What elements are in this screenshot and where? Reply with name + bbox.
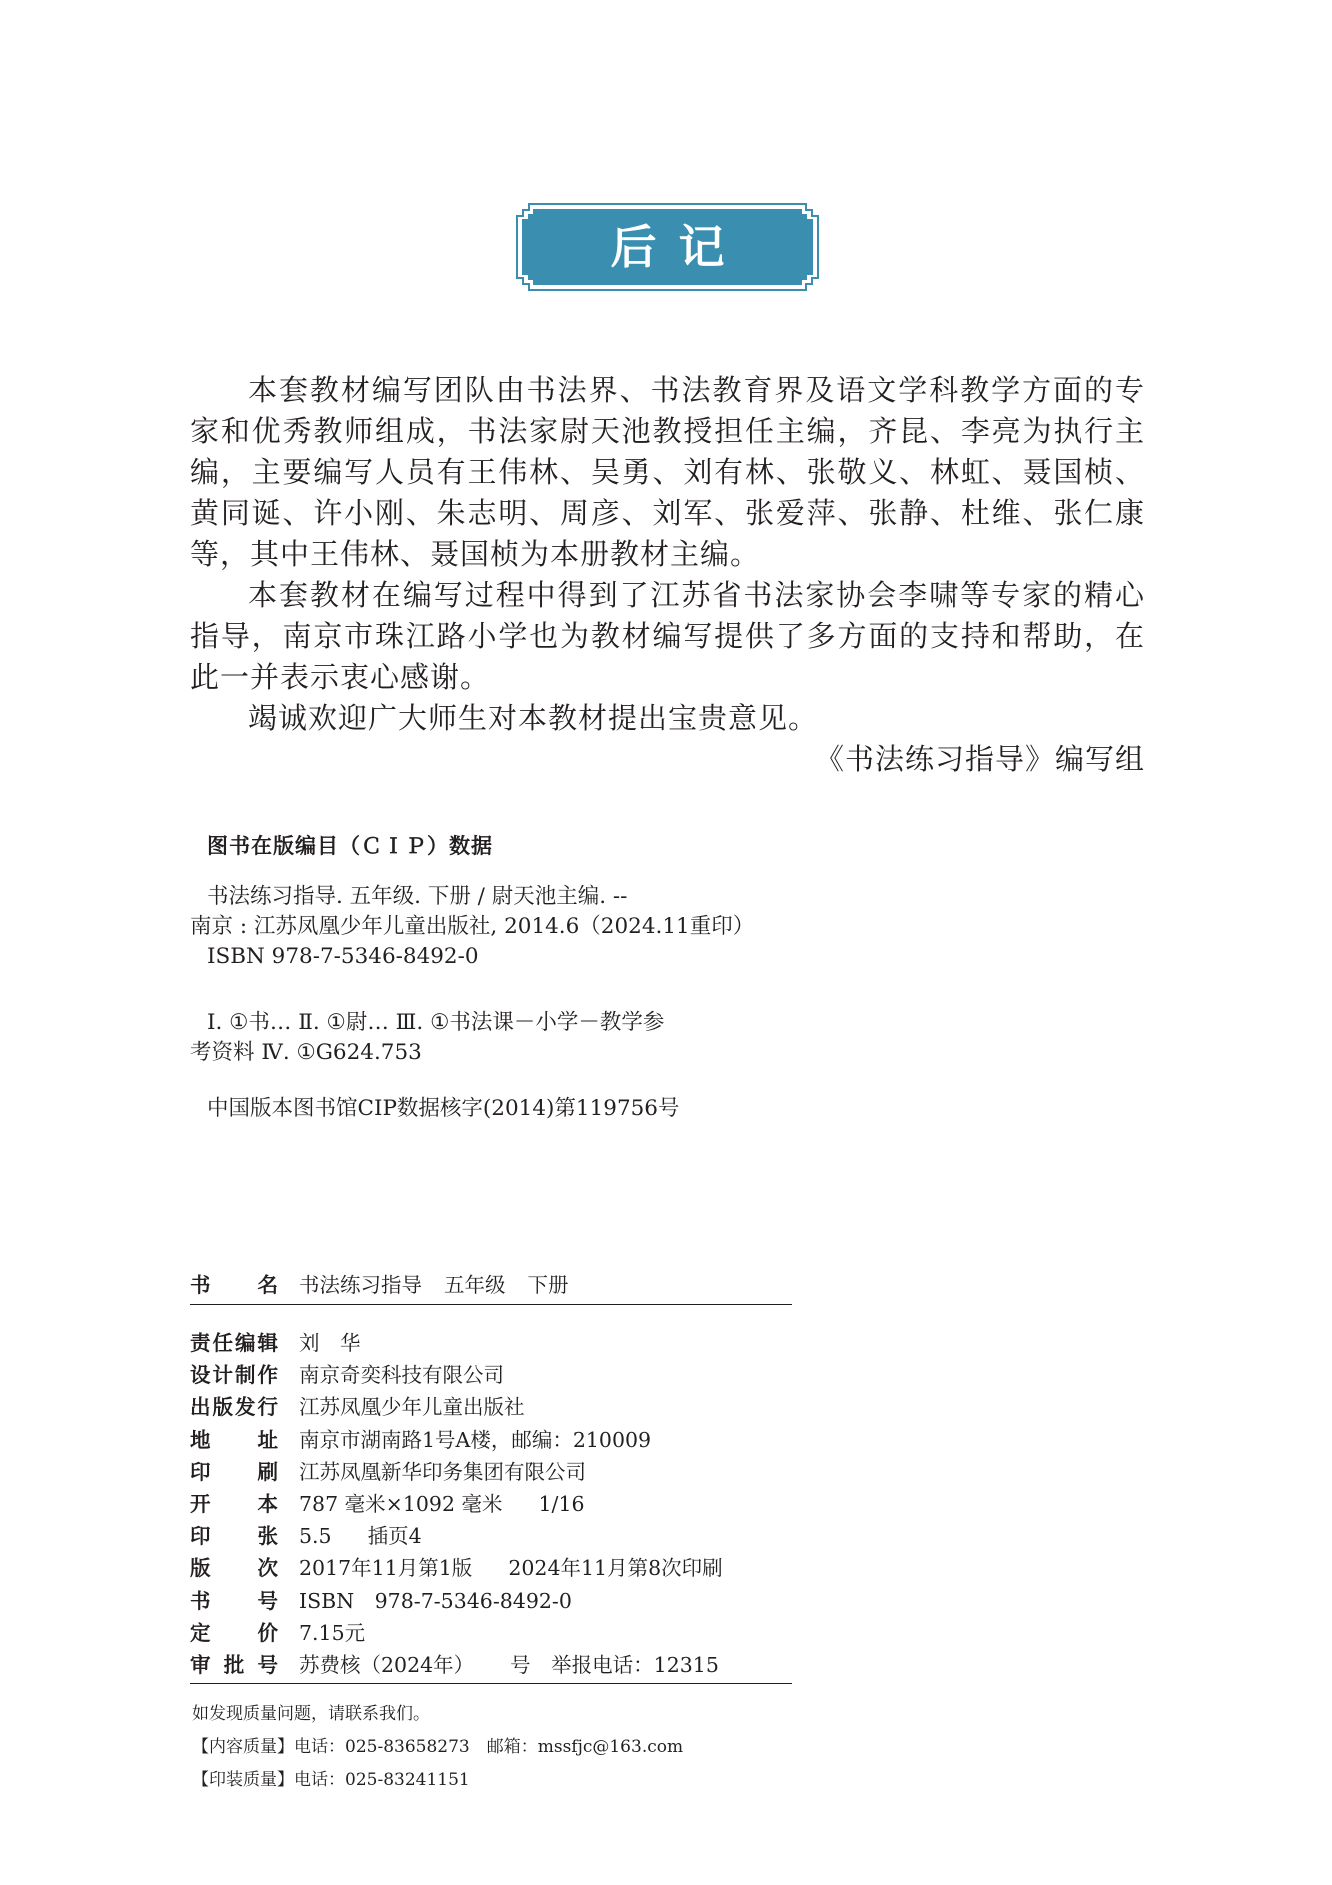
- imprint-label: [190, 1390, 278, 1420]
- imprint-value-extra: 1/16: [538, 1492, 585, 1516]
- imprint-value: [299, 1487, 585, 1517]
- imprint-value-text: 5.5: [299, 1524, 332, 1549]
- imprint-divider-bottom: [190, 1683, 792, 1684]
- imprint-row: [190, 1584, 810, 1616]
- imprint-value-extra: 2024年11月第8次印刷: [508, 1556, 723, 1581]
- imprint-value: [299, 1455, 586, 1485]
- imprint-label: [190, 1358, 278, 1388]
- imprint-label-char: 价: [257, 1620, 278, 1645]
- imprint-value: [299, 1616, 365, 1646]
- imprint-label-char: 址: [257, 1427, 278, 1452]
- imprint-value-text: ISBN 978-7-5346-8492-0: [299, 1588, 572, 1613]
- quality-print-contact: 【印装质量】电话：025-83241151: [192, 1770, 470, 1790]
- cip-record: [190, 1094, 870, 1124]
- imprint-row: [190, 1551, 810, 1583]
- page-title: 后记: [610, 220, 747, 274]
- imprint-label: [190, 1423, 278, 1453]
- imprint-label-char: 书: [190, 1588, 211, 1613]
- imprint-label-char: 作: [257, 1363, 278, 1388]
- imprint-value-text: 南京奇奕科技有限公司: [299, 1363, 504, 1388]
- afterword-body: [190, 370, 1145, 780]
- imprint-label: [190, 1455, 278, 1485]
- imprint-label-char: 书: [190, 1273, 211, 1297]
- imprint-label-char: 刷: [257, 1459, 278, 1484]
- imprint-value: [299, 1423, 651, 1453]
- cip-entry-line-2: 南京 : 江苏凤凰少年儿童出版社, 2014.6（2024.11重印）: [190, 914, 755, 939]
- imprint-row: [190, 1616, 810, 1648]
- imprint-row: [190, 1455, 810, 1487]
- imprint-row: [190, 1358, 810, 1390]
- imprint-label-char: 印: [190, 1459, 211, 1484]
- imprint-label-char: 发: [235, 1395, 256, 1420]
- afterword-paragraph-3: 竭诚欢迎广大师生对本教材提出宝贵意见。: [248, 701, 819, 735]
- imprint-value-text: 7.15元: [299, 1620, 366, 1645]
- imprint-value-text: 南京市湖南路1号A楼，邮编：210009: [299, 1427, 652, 1452]
- imprint-value-extra: 号 举报电话：12315: [510, 1653, 719, 1677]
- quality-content-contact: 【内容质量】电话：025-83658273 邮箱：mssfjc@163.com: [192, 1737, 684, 1757]
- cip-isbn: ISBN 978-7-5346-8492-0: [207, 944, 479, 969]
- imprint-label-char: 行: [257, 1395, 278, 1420]
- imprint-value-text: 刘 华: [299, 1331, 361, 1355]
- imprint-value: [299, 1584, 572, 1614]
- imprint-label: [190, 1326, 278, 1356]
- cip-entry-line-1: 书法练习指导. 五年级. 下册 / 尉天池主编. --: [207, 884, 628, 909]
- imprint-label-char: 印: [190, 1524, 211, 1549]
- imprint-label-book-name: [190, 1268, 278, 1298]
- imprint-label-char: 号: [257, 1588, 278, 1613]
- imprint-row-book-name: [190, 1268, 810, 1300]
- imprint-value: [299, 1390, 525, 1420]
- imprint-row: [190, 1648, 810, 1680]
- imprint-label-char: 名: [257, 1273, 278, 1297]
- imprint-row: [190, 1519, 810, 1551]
- cip-record-number: 中国版本图书馆CIP数据核字(2014)第119756号: [207, 1096, 680, 1121]
- imprint-value-extra: 插页4: [367, 1524, 422, 1549]
- imprint-label-char: 设: [190, 1363, 211, 1388]
- imprint-value: [299, 1551, 723, 1581]
- imprint-label: [190, 1551, 278, 1581]
- imprint-label-char: 任: [212, 1331, 233, 1355]
- book-name-title: 书法练习指导: [299, 1273, 422, 1297]
- book-name-grade: 五年级: [444, 1273, 506, 1297]
- imprint-value: [299, 1648, 719, 1678]
- imprint-row: [190, 1423, 810, 1455]
- imprint-label-char: 本: [257, 1492, 278, 1516]
- cip-heading: 图书在版编目（ＣＩＰ）数据: [207, 834, 493, 858]
- imprint-label-char: 定: [190, 1620, 211, 1645]
- imprint-label: [190, 1648, 278, 1678]
- cip-entry: [190, 882, 870, 972]
- imprint-label-char: 审: [190, 1653, 211, 1677]
- imprint-label: [190, 1616, 278, 1646]
- imprint-value-text: 苏费核（2024年）: [299, 1653, 475, 1677]
- imprint-row: [190, 1487, 810, 1519]
- imprint-value: [299, 1358, 504, 1388]
- imprint-label-char: 计: [212, 1363, 233, 1388]
- imprint-label-char: 批: [223, 1653, 245, 1677]
- imprint-label-char: 地: [190, 1427, 211, 1452]
- imprint-value: [299, 1326, 361, 1356]
- quality-intro: 如发现质量问题，请联系我们。: [192, 1704, 430, 1724]
- imprint-divider-top: [190, 1304, 792, 1305]
- imprint-label-char: 次: [257, 1556, 278, 1581]
- imprint-label-char: 开: [190, 1492, 211, 1516]
- imprint-row: [190, 1390, 810, 1422]
- heading-banner: [515, 202, 820, 292]
- imprint-label-char: 版: [190, 1556, 211, 1581]
- imprint-label-char: 张: [257, 1524, 278, 1549]
- imprint-label-char: 编: [235, 1331, 256, 1355]
- imprint-label-char: 号: [257, 1653, 278, 1677]
- cip-subject-line-2: 考资料 Ⅳ. ①G624.753: [190, 1040, 422, 1065]
- imprint-value-text: 江苏凤凰新华印务集团有限公司: [299, 1459, 586, 1484]
- imprint-label: [190, 1519, 278, 1549]
- imprint-value: [299, 1519, 422, 1549]
- imprint-value-text: 2017年11月第1版: [299, 1556, 473, 1581]
- imprint-row: [190, 1326, 810, 1358]
- imprint-label-char: 制: [235, 1363, 256, 1388]
- imprint-label-char: 辑: [257, 1331, 278, 1355]
- imprint-label-char: 出: [190, 1395, 211, 1420]
- afterword-signature: 《书法练习指导》编写组: [814, 742, 1145, 776]
- cip-subject-line-1: Ⅰ. ①书… Ⅱ. ①尉… Ⅲ. ①书法课－小学－教学参: [207, 1010, 665, 1035]
- imprint-label-char: 版: [212, 1395, 233, 1420]
- cip-subjects: [190, 1008, 870, 1068]
- book-name-volume: 下册: [527, 1273, 569, 1297]
- imprint-value-book-name: [299, 1268, 591, 1298]
- imprint-value-text: 江苏凤凰少年儿童出版社: [299, 1395, 525, 1420]
- imprint-value-text: 787 毫米×1092 毫米: [299, 1492, 503, 1516]
- afterword-paragraph-1: 本套教材编写团队由书法界、书法教育界及语文学科教学方面的专家和优秀教师组成，书法家尉天池教授担任主编，齐昆、李亮为执行主编，主要编写人员有王伟林、吴勇、刘有林、张敬义、林虹、聂国桢、黄同诞、许小刚、朱志明、周彦、刘军、张爱萍、张静、杜维、张仁康等，其中王伟林、聂国桢为本册教材主编。: [190, 373, 1145, 571]
- afterword-paragraph-2: 本套教材在编写过程中得到了江苏省书法家协会李啸等专家的精心指导，南京市珠江路小学也为教材编写提供了多方面的支持和帮助，在此一并表示衷心感谢。: [190, 578, 1145, 694]
- imprint-label-char: 责: [190, 1331, 211, 1355]
- imprint-label: [190, 1584, 278, 1614]
- imprint-label: [190, 1487, 278, 1517]
